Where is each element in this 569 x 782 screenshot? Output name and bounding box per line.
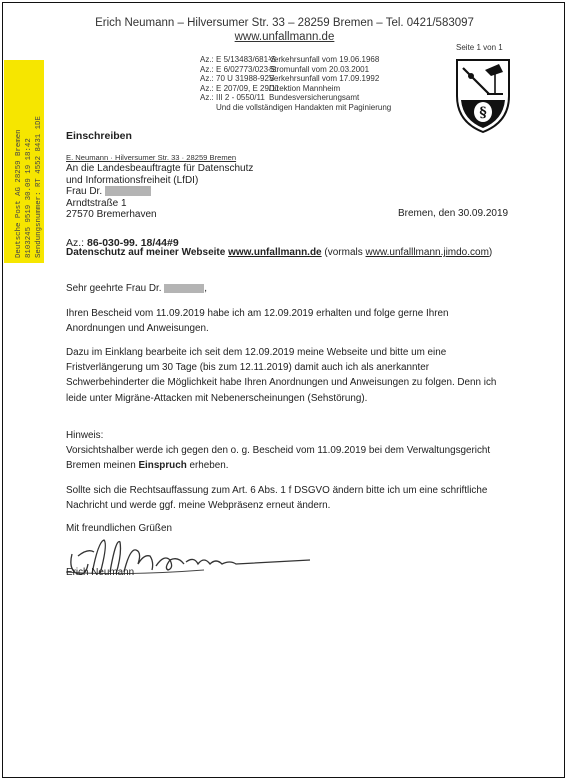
svg-text:§: § <box>479 105 487 121</box>
salutation: Sehr geehrte Frau Dr. , <box>66 283 208 294</box>
case-ref-row: Az.: E 6/02773/023-SStromunfall vom 20.03.2001 <box>200 64 370 74</box>
signature-name: Erich Neumann <box>66 567 135 578</box>
case-refs <box>200 55 391 113</box>
recipient-line: Arndtstraße 1 <box>66 197 127 209</box>
registered-mail-label: Einschreiben <box>66 130 132 142</box>
subject-url-old[interactable]: www.unfalllmann.jimdo.com <box>365 247 489 258</box>
redacted-name <box>164 284 204 293</box>
sender-return-line: E. Neumann · Hilversumer Str. 33 · 28259 Bremen <box>66 153 237 162</box>
paragraph: Sollte sich die Rechtsauffassung zum Art. 6 Abs. 1 f DSGVO ändern bitte ich um eine schriftliche Nachricht und werde ggf. meine Webpräsenz erneut ändern. <box>66 485 488 512</box>
paragraph: Ihren Bescheid vom 11.09.2019 habe ich am 12.09.2019 erhalten und folge gerne Ihren Anordnungen und Anweisungen. <box>66 308 449 335</box>
place-date: Bremen, den 30.09.2019 <box>398 208 509 219</box>
redacted-name <box>105 186 151 196</box>
recipient-line: 27570 Bremerhaven <box>66 209 157 220</box>
recipient-line: An die Landesbeauftragte für Datenschutz <box>66 163 254 174</box>
recipient-name: Frau Dr. <box>66 186 151 198</box>
closing: Mit freundlichen Grüßen <box>66 523 172 534</box>
reference-number: Az.: 86-030-99. 18/44#9 <box>66 237 179 249</box>
case-ref-row: Az.: III 2 - 0550/11 Bundesversicherungsamt <box>200 93 360 103</box>
case-ref-row: Az.: E 5/13483/681-SVerkehrsunfall vom 19.06.1968 <box>200 55 380 64</box>
case-ref-note: Und die vollständigen Handakten mit Paginierung <box>216 102 392 112</box>
page-number: Seite 1 von 1 <box>456 43 503 52</box>
recipient-line: und Informationsfreiheit (LfDI) <box>66 174 199 186</box>
postal-stamp-text: Deutsche Post AG 28259 Bremen 8103245 9519 30.09 19 18:42 Sendungsnummer: RT 4552 8431 1DE <box>15 116 43 258</box>
paragraph: Hinweis: Vorsichtshalber werde ich gegen den o. g. Bescheid vom 11.09.2019 bei dem Verwaltungsgericht Bremen meinen Einspruch erheben. <box>66 430 491 472</box>
subject-url[interactable]: www.unfallmann.de <box>228 247 322 258</box>
crest-logo-icon <box>453 56 513 134</box>
paragraph: Dazu im Einklang bearbeite ich seit dem 12.09.2019 meine Webseite und bitte um eine Fristverlängerung um 30 Tage (bis zum 12.11.2019) damit auch ich als anerkannter Schwerbehinderter die Möglichkeit habe Ihren Anordnungen und Anweisungen zu folgen. Denn ich leide unter Migräne-Attacken mit Nebenerscheinungen (Sehstörung). <box>66 347 497 404</box>
case-ref-row: Az.: E 207/09, E 29/11Direktion Mannheim <box>200 83 341 93</box>
postal-stamp <box>4 60 44 263</box>
letterhead-line: Erich Neumann – Hilversumer Str. 33 – 28259 Bremen – Tel. 0421/583097 <box>95 17 474 29</box>
case-ref-row: Az.: 70 U 31988-92SVerkehrsunfall vom 17.09.1992 <box>200 74 380 84</box>
letterhead-url[interactable]: www.unfallmann.de <box>234 31 335 43</box>
subject-line: Datenschutz auf meiner Webseite www.unfallmann.de (vormals www.unfalllmann.jimdo.com) <box>66 247 493 258</box>
